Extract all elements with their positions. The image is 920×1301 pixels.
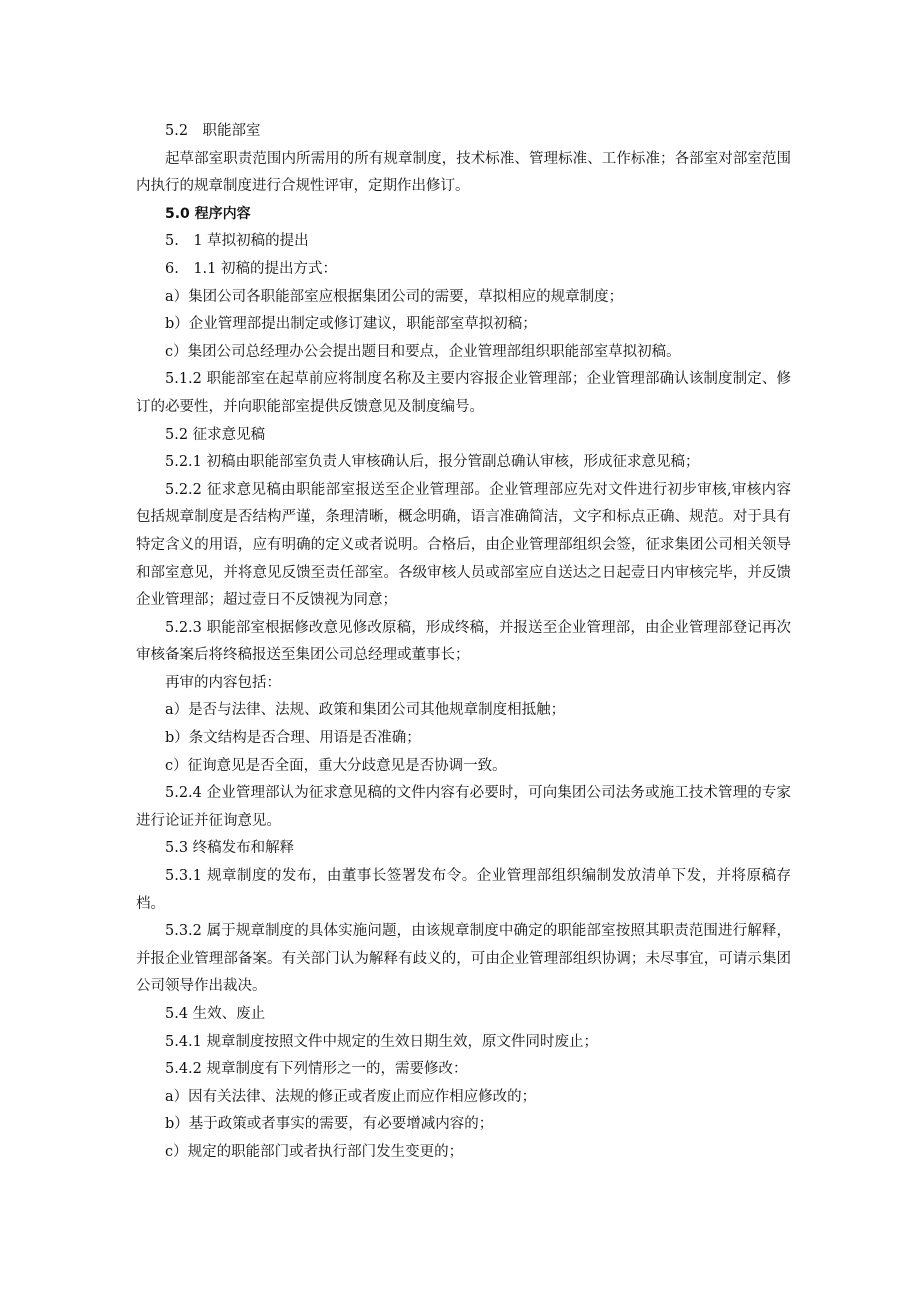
paragraph: 起草部室职责范围内所需用的所有规章制度，技术标准、管理标准、工作标准；各部室对部室范围内执行的规章制度进行合规性评审，定期作出修订。 [136,150,791,195]
paragraph: 5.2.1 初稿由职能部室负责人审核确认后，报分管副总确认审核，形成征求意见稿； [165,454,700,471]
paragraph: 6. 1.1 初稿的提出方式： [165,260,338,277]
paragraph: c）征询意见是否全面，重大分歧意见是否协调一致。 [165,757,507,774]
paragraph: b）条文结构是否合理、用语是否准确； [165,730,421,747]
paragraph: a）是否与法律、法规、政策和集团公司其他规章制度相抵触； [165,702,566,719]
paragraph: 再审的内容包括： [165,674,281,691]
paragraph: a）集团公司各职能部室应根据集团公司的需要，草拟相应的规章制度； [165,288,624,305]
paragraph: 5.2 职能部室 [165,123,261,139]
paragraph: 5.3 终稿发布和解释 [165,840,295,857]
paragraph: 5.2.4 企业管理部认为征求意见稿的文件内容有必要时，可向集团公司法务或施工技术管理的专家进行论证并征询意见。 [136,785,791,829]
section-heading: 5.0 程序内容 [165,205,251,222]
paragraph: 5.1.2 职能部室在起草前应将制度名称及主要内容报企业管理部；企业管理部确认该制度制定、修订的必要性，并向职能部室提供反馈意见及制度编号。 [136,371,791,415]
paragraph: c）规定的职能部门或者执行部门发生变更的； [165,1143,464,1160]
paragraph: 5.2.3 职能部室根据修改意见修改原稿，形成终稿，并报送至企业管理部，由企业管理部登记再次审核备案后将终稿报送至集团公司总经理或董事长； [136,619,791,664]
paragraph: 5.4.1 规章制度按照文件中规定的生效日期生效，原文件同时废止； [165,1033,599,1050]
paragraph: 5.2.2 征求意见稿由职能部室报送至企业管理部。企业管理部应先对文件进行初步审核,审核内容包括规章制度是否结构严谨，条理清晰，概念明确，语言准确简洁，文字和标点正确、规范。对于具有特定含义的用语，应有明确的定义或者说明。合格后，由企业管理部组织会签，征求集团公司相关领导和部室意见，并将意见反馈至责任部室。各级审核人员或部室应自送达之日起壹日内审核完毕，并反馈企业管理部；超过壹日不反馈视为同意； [136,481,791,609]
paragraph: 5.2 征求意见稿 [165,426,266,443]
paragraph: 5. 1 草拟初稿的提出 [165,233,309,250]
paragraph: b）企业管理部提出制定或修订建议，职能部室草拟初稿； [165,316,537,333]
paragraph: 5.4 生效、废止 [165,1006,266,1022]
paragraph: 5.3.1 规章制度的发布，由董事长签署发布令。企业管理部组织编制发放清单下发，并将原稿存档。 [136,868,791,912]
paragraph: 5.3.2 属于规章制度的具体实施问题，由该规章制度中确定的职能部室按照其职责范围进行解释，并报企业管理部备案。有关部门认为解释有歧义的，可由企业管理部组织协调；未尽事宜，可请示集团公司领导作出裁决。 [136,923,791,995]
paragraph: c）集团公司总经理办公会提出题目和要点，企业管理部组织职能部室草拟初稿。 [165,343,681,360]
paragraph: b）基于政策或者事实的需要，有必要增减内容的； [165,1116,494,1133]
document-body [136,118,791,1167]
paragraph: 5.4.2 规章制度有下列情形之一的，需要修改： [165,1061,468,1078]
paragraph: a）因有关法律、法规的修正或者废止而应作相应修改的； [165,1088,537,1105]
